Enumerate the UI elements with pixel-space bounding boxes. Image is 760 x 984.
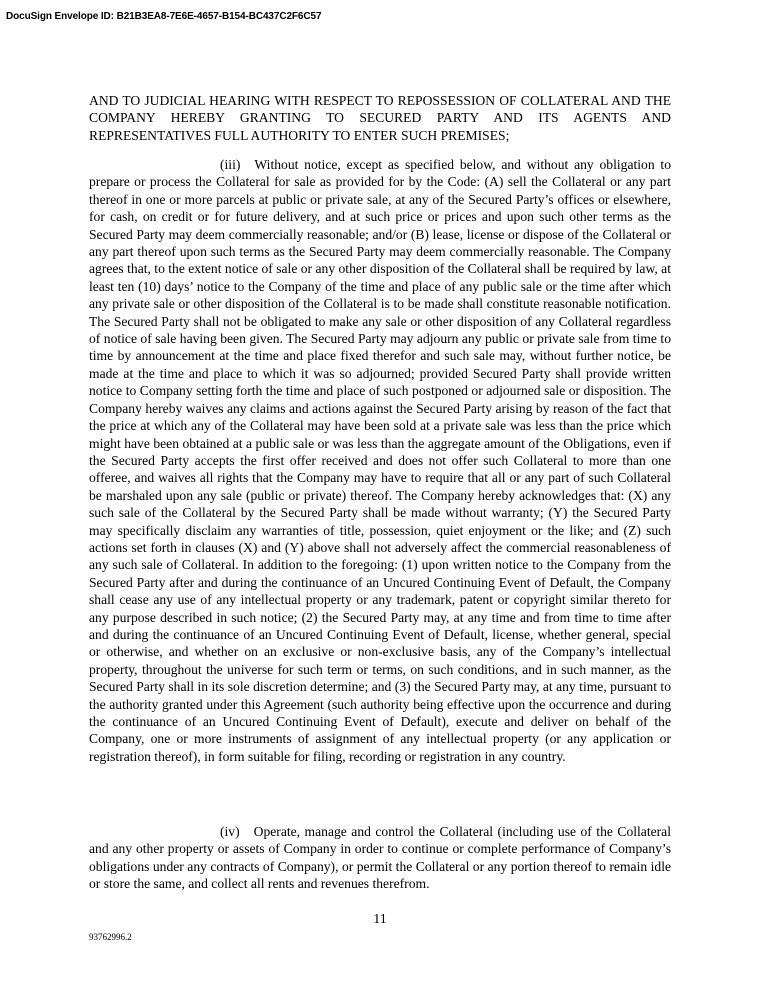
clause-label-iii: (iii) <box>220 157 241 172</box>
clause-text-iii: Without notice, except as specified below, and without any obligation to prepare or process the Collateral for sale as provided for by the Code: (A) sell the Collateral or any part thereof in one or more parcels at public or private sale, at any of the Secured Party’s offices or elsewhere, for cash, on credit or for future delivery, and at such price or prices and upon such other terms as the Secured Party may deem commercially reasonable; and/or (B) lease, license or dispose of the Collateral or any part thereof upon such terms as the Secured Party may deem commercially reasonable. The Company agrees that, to the extent notice of sale or any other disposition of the Collateral shall be required by law, at least ten (10) days’ notice to the Company of the time and place of any public sale or the time after which any private sale or other disposition of the Collateral is to be made shall constitute reasonable notification. The Secured Party shall not be obligated to make any sale or other disposition of any Collateral regardless of notice of sale having been given. The Secured Party may adjourn any public or private sale from time to time by announcement at the time and place fixed therefor and such sale may, without further notice, be made at the time and place to which it was so adjourned; provided Secured Party shall provide written notice to Company setting forth the time and place of such postponed or adjourned sale or disposition. The Company hereby waives any claims and actions against the Secured Party arising by reason of the fact that the price at which any of the Collateral may have been sold at a private sale was less than the price which might have been obtained at a public sale or was less than the aggregate amount of the Obligations, even if the Secured Party accepts the first offer received and does not offer such Collateral to more than one offeree, and waives all rights that the Company may have to require that all or any part of such Collateral be marshaled upon any sale (public or private) thereof. The Company hereby acknowledges that: (X) any such sale of the Collateral by the Secured Party shall be made without warranty; (Y) the Secured Party may specifically disclaim any warranties of title, possession, quiet enjoyment or the like; and (Z) such actions set forth in clauses (X) and (Y) above shall not adversely affect the commercial reasonableness of any such sale of Collateral. In addition to the foregoing: (1) upon written notice to the Company from the Secured Party after and during the continuance of an Uncured Continuing Event of Default, the Company shall cease any use of any intellectual property or any trademark, patent or copyright similar thereto for any purpose described in such notice; (2) the Secured Party may, at any time and from time to time after and during the continuance of an Uncured Continuing Event of Default, license, whether general, special or otherwise, and whether on an exclusive or non-exclusive basis, any of the Company’s intellectual property, throughout the universe for such term or terms, on such conditions, and in such manner, as the Secured Party shall in its sole discretion determine; and (3) the Secured Party may, at any time, pursuant to the authority granted under this Agreement (such authority being effective upon the occurrence and during the continuance of an Uncured Continuing Event of Default), execute and deliver on behalf of the Company, one or more instruments of assignment of any intellectual property (or any application or registration thereof), in form suitable for filing, recording or registration in any country. <box>89 157 671 764</box>
page-number: 11 <box>373 912 387 927</box>
paragraph-iv <box>89 823 671 893</box>
paragraph-continuation: AND TO JUDICIAL HEARING WITH RESPECT TO REPOSSESSION OF COLLATERAL AND THE COMPANY HEREBY GRANTING TO SECURED PARTY AND ITS AGENTS AND REPRESENTATIVES FULL AUTHORITY TO ENTER SUCH PREMISES; <box>89 93 671 143</box>
clause-text-iv: Operate, manage and control the Collateral (including use of the Collateral and any other property or assets of Company in order to continue or complete performance of Company’s obligations under any contracts of Company), or permit the Collateral or any portion thereof to remain idle or store the same, and collect all rents and revenues therefrom. <box>89 824 671 892</box>
docusign-envelope-id: DocuSign Envelope ID: B21B3EA8-7E6E-4657-B154-BC437C2F6C57 <box>6 11 322 22</box>
clause-label-iv: (iv) <box>220 824 240 839</box>
document-number: 93762996.2 <box>89 932 132 942</box>
paragraph-iii <box>89 156 671 765</box>
